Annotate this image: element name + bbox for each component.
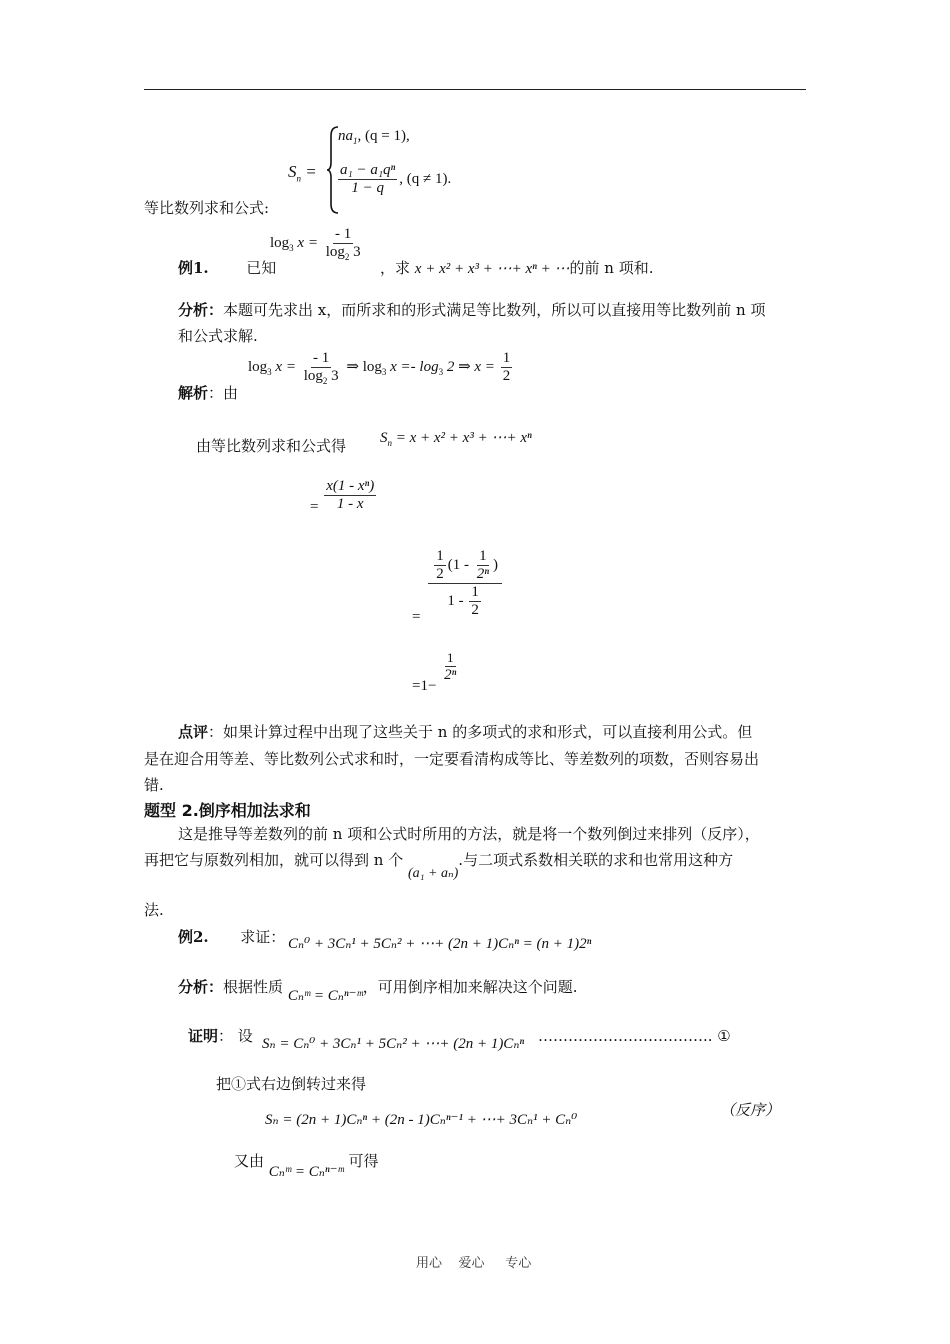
section-2-line2: 再把它与原数列相加，就可以得到 n 个 (a₁ + aₙ).与二项式系数相关联的求和也常用这种方 <box>144 851 734 881</box>
solution-1-derivation: $\log_3 x$ = $\frac{- 1}{\log_2 3}$ ⇒ $\log_3 x =- \log_3 2$ ⇒ x = $\frac{1}{2}$ <box>248 350 511 386</box>
footer: 用心 爱心 专心 <box>416 1256 532 1271</box>
step-fraction-1: = $\frac{\text{x(1 - xⁿ)}}{1 - x}$ <box>310 478 375 515</box>
sn-expression: $S_n = x + x^2 + x^3$ + ⋯+ xⁿ <box>380 430 532 448</box>
section-2-line3: 法. <box>144 901 164 919</box>
example-1: 例1. 已知 <box>178 259 277 277</box>
section-2-line1: 这是推导等差数列的前 n 项和公式时所用的方法，就是将一个数列倒过来排列（反序）， <box>178 825 760 843</box>
section-2-title: 题型 2.倒序相加法求和 <box>144 801 311 820</box>
geo-formula: $S_n$ = $na_1$, (q = 1), $\frac{\text{a₁ − a₁qⁿ}}{1 - q}$ , (q ≠ 1). <box>288 124 488 214</box>
example-1-ask: ，求 x + x² + x³ + ⋯+ xⁿ + ⋯的前 n 项和. <box>380 259 654 277</box>
proof-label: 证明： 设 <box>188 1027 253 1045</box>
header-rule <box>144 89 806 90</box>
proof-reverse-expr: Sₙ = (2n + 1)Cₙⁿ + (2n - 1)Cₙⁿ⁻¹ + ⋯+ 3Cₙ¹ + Cₙ⁰ <box>265 1112 578 1128</box>
analysis-1-line1: 分析：本题可先求出 x，而所求和的形式满足等比数列，所以可以直接用等比数列前 n 项 <box>178 301 766 319</box>
comment-1-line1: 点评：如果计算过程中出现了这些关于 n 的多项式的求和形式，可以直接利用公式。但 <box>178 723 753 741</box>
geo-label: 等比数列求和公式: <box>144 199 270 217</box>
proof-expr: Sₙ = Cₙ⁰ + 3Cₙ¹ + 5Cₙ² + ⋯+ (2n + 1)Cₙⁿ <box>262 1036 525 1052</box>
proof-dots: …………………………….. ① <box>538 1027 731 1045</box>
solution-1-label: 解析：由 <box>178 384 239 402</box>
proof-reverse-note: （反序） <box>720 1101 781 1119</box>
analysis-1-line2: 和公式求解. <box>178 327 258 345</box>
comment-1-line2: 是在迎合用等差、等比数列公式求和时，一定要看清构成等比、等差数列的项数，否则容易出 <box>144 750 760 768</box>
step-final: =1− $\frac{1}{\text{2ⁿ}}$ <box>412 650 457 695</box>
example-2-expr: Cₙ⁰ + 3Cₙ¹ + 5Cₙ² + ⋯+ (2n + 1)Cₙⁿ = (n + 1)2ⁿ <box>288 936 592 952</box>
comment-1-line3: 错. <box>144 776 164 794</box>
analysis-2: 分析：根据性质 Cₙᵐ = Cₙⁿ⁻ᵐ，可用倒序相加来解决这个问题. <box>178 978 578 1004</box>
step-fraction-2: = $\frac{1}{2}$ (1 - $\frac{1}{\text{2ⁿ}}$ ) 1 - $\frac{1}{2}$ <box>412 548 502 619</box>
proof-reverse-text: 把①式右边倒转过来得 <box>216 1075 367 1093</box>
example-2: 例2. 求证： <box>178 928 286 946</box>
formula-lhs: S <box>288 162 297 181</box>
ex1-log-fraction: $\log_3 x$ = $\frac{- 1}{\log_2 3}$ <box>270 226 361 262</box>
proof-again: 又由 Cₙᵐ = Cₙⁿ⁻ᵐ 可得 <box>234 1152 379 1180</box>
solution-1-by-formula: 由等比数列求和公式得 <box>196 437 347 455</box>
